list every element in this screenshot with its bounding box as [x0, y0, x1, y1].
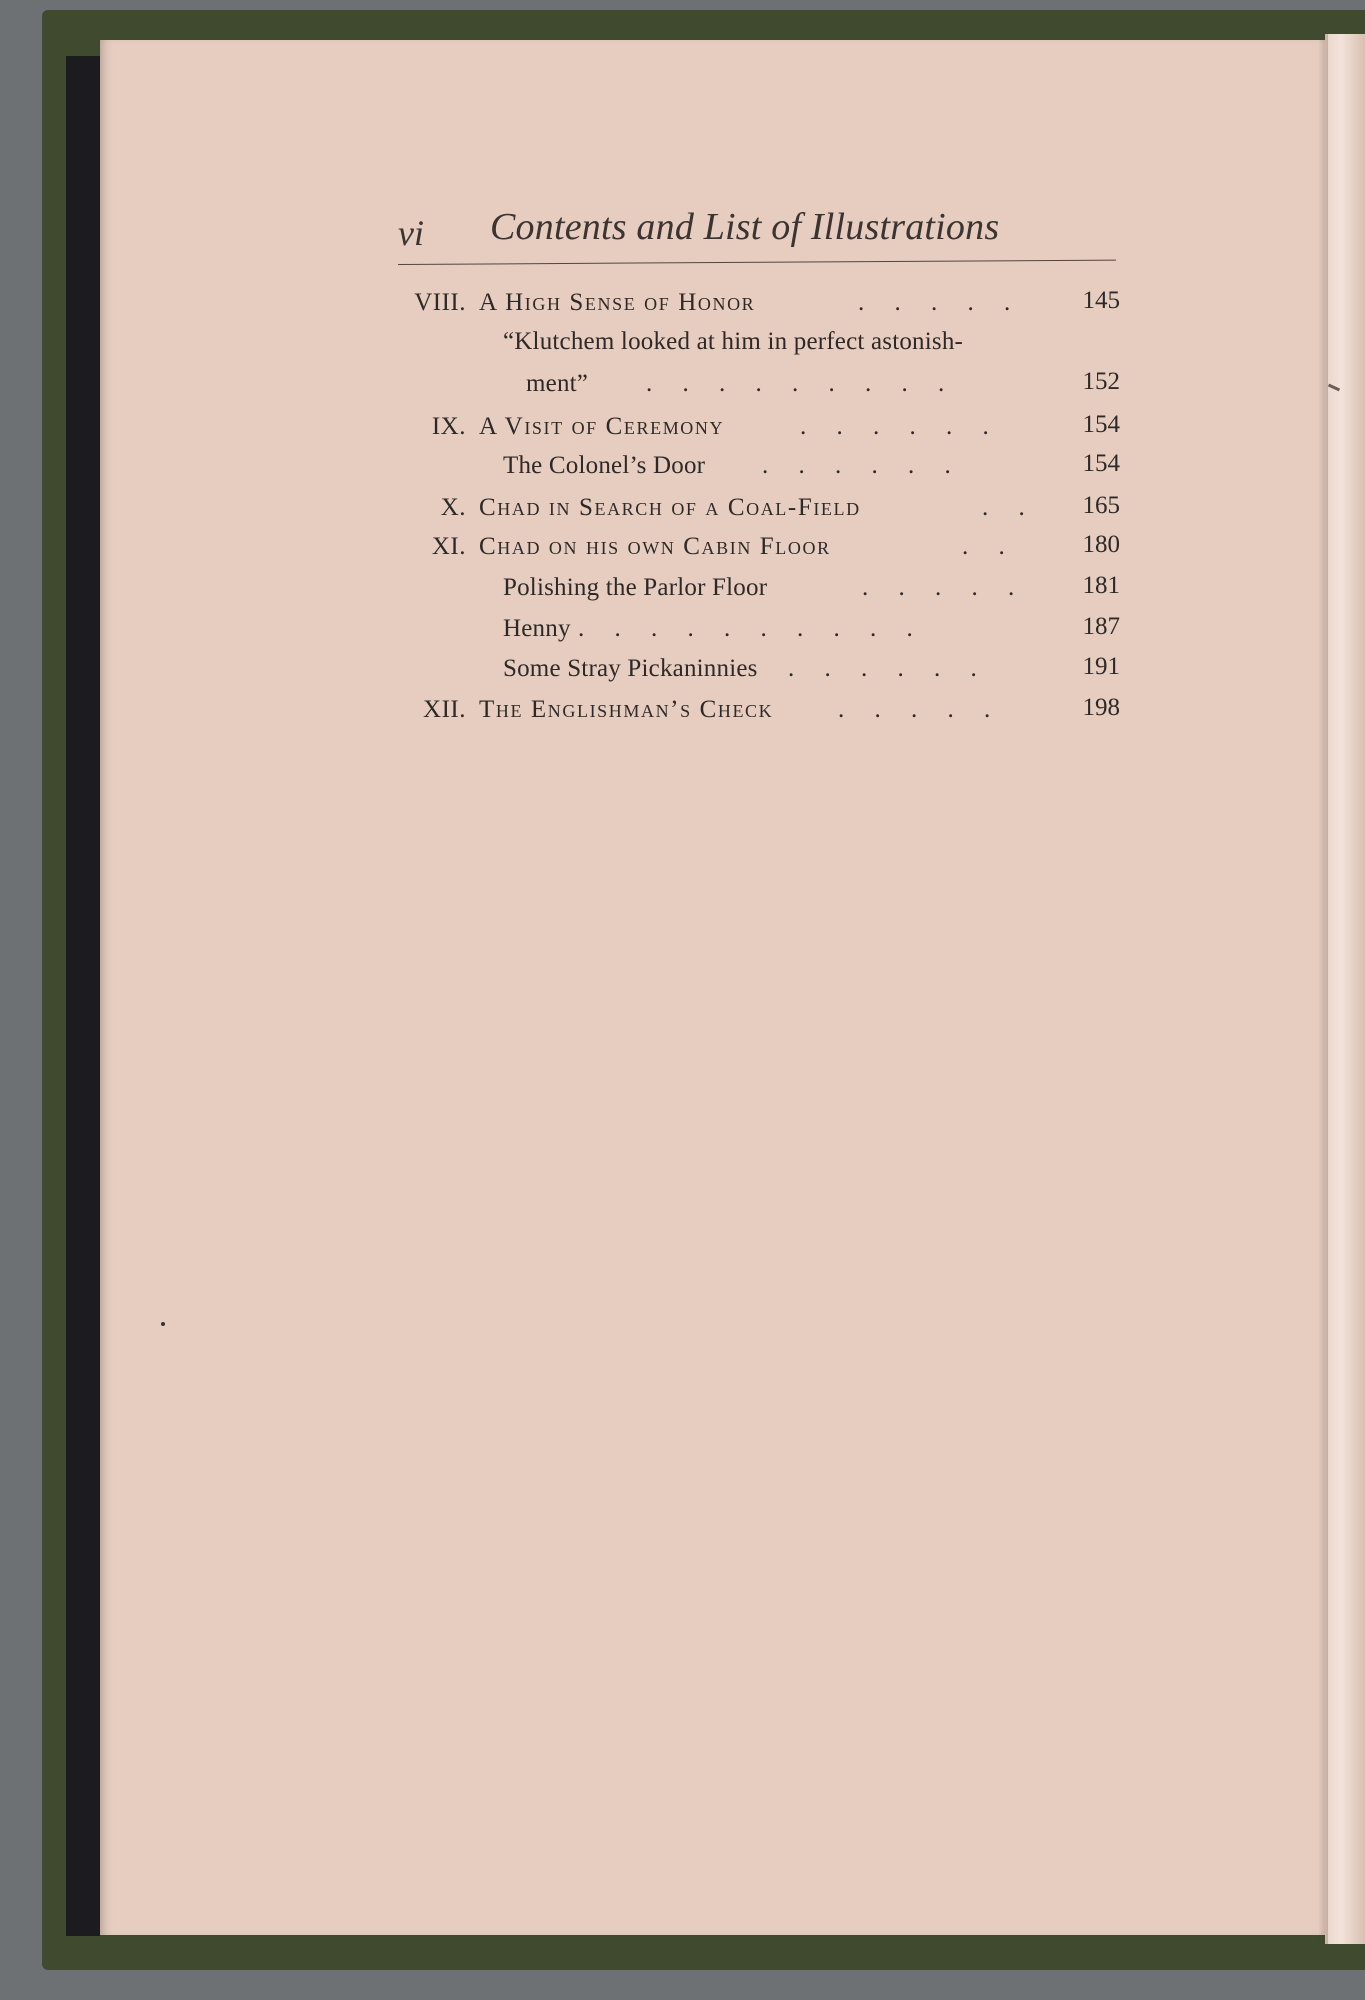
page-reference: 154	[1082, 411, 1120, 438]
dot-leaders: . . . . .	[838, 696, 991, 723]
chapter-title: Chad in Search of a Coal-Field	[479, 494, 861, 521]
chapter-number: X.	[440, 494, 466, 521]
page-reference: 165	[1082, 492, 1120, 519]
page-reference: 191	[1082, 653, 1120, 680]
running-head-title: Contents and List of Illustrations	[490, 206, 1000, 248]
dot-leaders: . . . . .	[862, 574, 1015, 601]
contents-entry-chapter	[0, 413, 1365, 451]
page-reference: 187	[1082, 613, 1120, 640]
dot-leaders: . . . . . . . . . .	[578, 615, 913, 642]
contents-entry-chapter	[0, 533, 1365, 571]
paper-speck	[161, 1322, 165, 1326]
page-reference: 181	[1082, 572, 1120, 599]
page-reference: 198	[1082, 694, 1120, 721]
contents-entry-illustration	[0, 655, 1365, 693]
chapter-title: A Visit of Ceremony	[479, 413, 725, 440]
contents-entry-chapter	[0, 494, 1365, 532]
dot-leaders: . . . . . .	[762, 452, 951, 479]
chapter-number: VIII.	[414, 289, 466, 316]
chapter-title: The Englishman’s Check	[479, 696, 774, 723]
contents-entry-illustration	[0, 574, 1365, 612]
chapter-number: XII.	[423, 696, 466, 723]
contents-entry-illustration	[0, 452, 1365, 490]
illustration-title: ment”	[526, 370, 589, 397]
chapter-number: IX.	[431, 413, 466, 440]
dot-leaders: . .	[982, 494, 1025, 521]
contents-entry-illustration	[0, 370, 1365, 408]
illustration-title: “Klutchem looked at him in perfect astonish-	[503, 328, 964, 355]
page-reference: 180	[1082, 531, 1120, 558]
page-reference: 154	[1082, 450, 1120, 477]
contents-entry-illustration	[0, 615, 1365, 653]
illustration-title: Polishing the Parlor Floor	[503, 574, 768, 601]
page-reference: 152	[1082, 368, 1120, 395]
illustration-title: The Colonel’s Door	[503, 452, 706, 479]
page-number: vi	[398, 213, 424, 253]
chapter-title: Chad on his own Cabin Floor	[479, 533, 831, 560]
contents-entry-chapter	[0, 696, 1365, 734]
dot-leaders: . .	[962, 533, 1005, 560]
dot-leaders: . . . . . . . . .	[646, 370, 945, 397]
illustration-title: Some Stray Pickaninnies	[503, 655, 758, 682]
contents-entry-chapter	[0, 289, 1365, 327]
page-reference: 145	[1082, 287, 1120, 314]
illustration-title: Henny	[503, 615, 571, 642]
dot-leaders: . . . . . .	[788, 655, 977, 682]
dot-leaders: . . . . . .	[800, 413, 989, 440]
contents-entry-illustration	[0, 328, 1365, 366]
chapter-title: A High Sense of Honor	[479, 289, 756, 316]
dot-leaders: . . . . .	[858, 289, 1011, 316]
chapter-number: XI.	[431, 533, 466, 560]
